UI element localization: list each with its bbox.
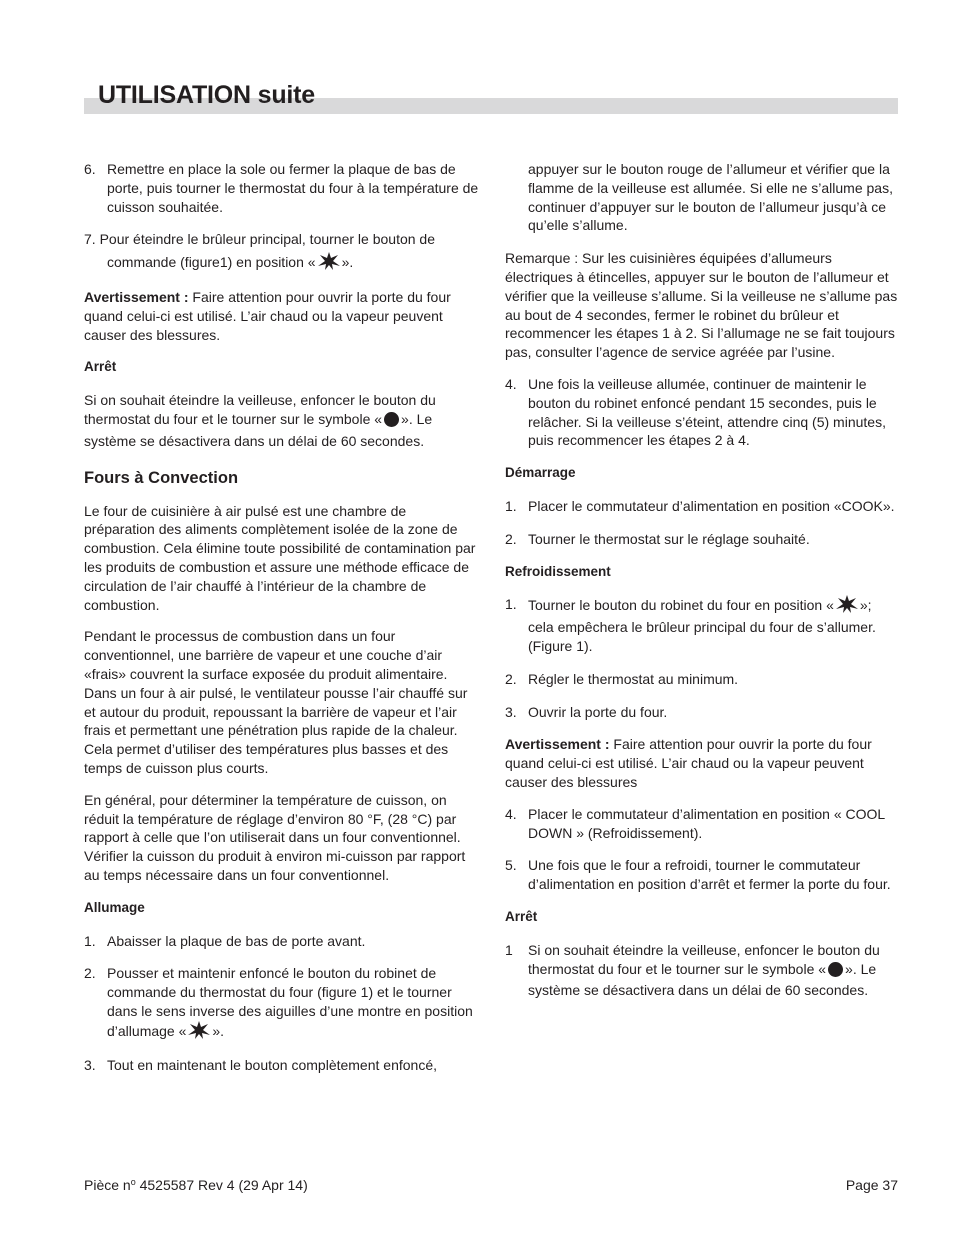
convection-paragraph-3: En général, pour déterminer la température de cuisson, on réduit la température de réglage d’environ 80 °F, (28 °C) par rapport à celle que l’on utiliserait dans un four conventionnel. Vérifier la cuisson du produit à environ mi-cuisson par rapport au temps nécessaire dans un four conventionnel. bbox=[84, 791, 466, 883]
stop-text: ». Le système se désactivera dans un délai de 60 secondes. bbox=[84, 410, 433, 449]
step-6 bbox=[84, 160, 480, 216]
step-text: Remettre en place la sole ou fermer la plaque de bas de porte, puis tourner le thermostat du four à la température de cuisson souhaitée. bbox=[107, 161, 479, 215]
warning-label: Avertissement : bbox=[505, 736, 610, 753]
step-text: Une fois que le four a refroidi, tourner le commutateur d’alimentation en position d’arrêt et fermer la porte du four. bbox=[528, 857, 891, 893]
start-heading: Démarrage bbox=[505, 465, 576, 481]
left-column bbox=[84, 160, 480, 1075]
footer-part-number bbox=[84, 1176, 308, 1194]
stop-step-1 bbox=[505, 941, 900, 1000]
ignition-step-4 bbox=[505, 375, 900, 450]
step-text: ». bbox=[212, 1022, 225, 1039]
start-step-2 bbox=[505, 530, 900, 549]
step-number: 5. bbox=[505, 857, 517, 874]
flame-symbol-icon bbox=[188, 1021, 210, 1044]
off-dot-icon bbox=[828, 962, 843, 982]
warning-text: Faire attention pour ouvrir la porte du four quand celui-ci est utilisé. L’air chaud ou la vapeur peuvent causer des blessures bbox=[505, 736, 872, 790]
part-prefix: Pièce n bbox=[84, 1177, 131, 1193]
step-text: Abaisser la plaque de bas de porte avant. bbox=[107, 932, 366, 949]
step-number: 4. bbox=[505, 375, 517, 392]
ignition-step-3 bbox=[84, 1056, 480, 1075]
step-text: commande (figure1) en position « bbox=[107, 254, 316, 271]
step-text: Tourner le bouton du robinet du four en position « bbox=[528, 597, 834, 614]
cooling-step-2 bbox=[505, 670, 900, 689]
ignition-step-2 bbox=[84, 964, 480, 1043]
step-number: 2. bbox=[84, 965, 96, 982]
flame-symbol-icon bbox=[318, 252, 340, 275]
step-7-continued bbox=[84, 252, 480, 275]
convection-paragraph-2: Pendant le processus de combustion dans un four conventionnel, une barrière de vapeur et une couche d’air «frais» couvrent la surface exposée du produit alimentaire. Dans un four à air pulsé, le ventilateur pousse l’air chauffé sur et autour du produit, repoussant la barrière de vapeur et l’air frais et permettant une pénétration plus rapide de la chaleur. Cela permet d’utiliser des températures plus basses et des temps de cuisson plus courts. bbox=[84, 628, 468, 776]
step-text: Si on souhait éteindre la veilleuse, enfoncer le bouton du thermostat du four et le tourner sur le symbole « bbox=[528, 941, 880, 977]
step-number: 2. bbox=[505, 530, 517, 547]
cooling-step-5 bbox=[505, 856, 900, 894]
start-step-1 bbox=[505, 497, 900, 516]
convection-paragraph-1: Le four de cuisinière à air pulsé est une chambre de préparation des aliments complètement isolée de la zone de combustion. Cela élimine toute possibilité de contamination par les produits de combustion et assure une méthode efficace de circulation de l’air chauffé à l’intérieur de la chambre de combustion. bbox=[84, 502, 476, 613]
stop-heading: Arrêt bbox=[84, 359, 117, 375]
cooling-heading: Refroidissement bbox=[505, 563, 611, 579]
step-number: 6. bbox=[84, 161, 96, 177]
step-text: Ouvrir la porte du four. bbox=[528, 703, 668, 720]
step-7 bbox=[84, 230, 480, 249]
warning-note bbox=[84, 288, 480, 344]
step-text: 7. Pour éteindre le brûleur principal, tourner le bouton de bbox=[84, 231, 435, 248]
cooling-step-3 bbox=[505, 703, 900, 722]
step-number: 3. bbox=[84, 1057, 96, 1074]
ignition-step-3-continued: appuyer sur le bouton rouge de l’allumeur et vérifier que la flamme de la veilleuse est allumée. Si elle ne s’allume pas, continuer d’appuyer sur le bouton de l’allumeur jusqu’à ce qu’elle s’allume. bbox=[528, 161, 893, 234]
step-text: Tourner le thermostat sur le réglage souhaité. bbox=[528, 530, 810, 547]
step-text: Pousser et maintenir enfoncé le bouton du robinet de commande du thermostat du four (figure 1) et le tourner dans le sens inverse des aiguilles d’une montre en position d’allumage « bbox=[107, 965, 473, 1039]
ignition-heading: Allumage bbox=[84, 899, 145, 915]
cooling-step-1 bbox=[505, 595, 900, 655]
warning-label: Avertissement : bbox=[84, 288, 189, 305]
step-text: Placer le commutateur d’alimentation en position «COOK». bbox=[528, 497, 895, 514]
step-text: Régler le thermostat au minimum. bbox=[528, 670, 739, 687]
off-dot-icon bbox=[384, 412, 399, 432]
footer-page-number: Page 37 bbox=[845, 1177, 898, 1193]
step-number: 1. bbox=[505, 497, 517, 514]
cooling-step-4 bbox=[505, 805, 900, 843]
step-text: Une fois la veilleuse allumée, continuer de maintenir le bouton du robinet enfoncé pendant 15 secondes, puis le relâcher. Si la veilleuse s’éteint, attendre cinq (5) minutes, puis recommencer les étapes 2 à 4. bbox=[528, 375, 886, 449]
step-number: 1. bbox=[84, 932, 96, 949]
step-text: ». Le système se désactivera dans un délai de 60 secondes. bbox=[528, 960, 877, 999]
part-superscript: o bbox=[130, 1177, 136, 1187]
step-text: »; cela empêchera le brûleur principal du four de s’allumer. (Figure 1). bbox=[528, 597, 876, 654]
step-text: Tout en maintenant le bouton complètement enfoncé, bbox=[107, 1057, 437, 1074]
ignition-step-1 bbox=[84, 932, 480, 951]
warning-text: Faire attention pour ouvrir la porte du four quand celui-ci est utilisé. L’air chaud ou la vapeur peuvent causer des blessures. bbox=[84, 288, 451, 343]
step-number: 1 bbox=[505, 941, 513, 958]
stop-paragraph bbox=[84, 391, 480, 450]
step-number: 3. bbox=[505, 703, 517, 720]
flame-symbol-icon bbox=[836, 595, 858, 618]
warning-note bbox=[505, 735, 900, 791]
step-text: ». bbox=[341, 254, 354, 271]
step-text: Placer le commutateur d’alimentation en position « COOL DOWN » (Refroidissement). bbox=[528, 805, 885, 841]
page-title: UTILISATION suite bbox=[98, 81, 315, 109]
part-suffix: 4525587 Rev 4 (29 Apr 14) bbox=[135, 1177, 308, 1193]
convection-heading: Fours à Convection bbox=[84, 468, 239, 487]
step-number: 4. bbox=[505, 805, 517, 822]
right-column bbox=[505, 160, 900, 1000]
remark-paragraph: Remarque : Sur les cuisinières équipées d’allumeurs électriques à étincelles, appuyer sur le bouton de l’allumeur et vérifier que la veilleuse s’allume. Si la veilleuse ne s’allume pas au bout de 4 secondes, fermer le robinet du brûleur et recommencer les étapes 1 à 2. Si l’allumage ne se fait toujours pas, consulter l’agence de service agréée par l’usine. bbox=[505, 250, 898, 361]
stop-text: Si on souhait éteindre la veilleuse, enfoncer le bouton du thermostat du four et le tourner sur le symbole « bbox=[84, 392, 436, 427]
step-number: 2. bbox=[505, 670, 517, 687]
step-number: 1. bbox=[505, 596, 517, 613]
stop-heading: Arrêt bbox=[505, 908, 538, 924]
